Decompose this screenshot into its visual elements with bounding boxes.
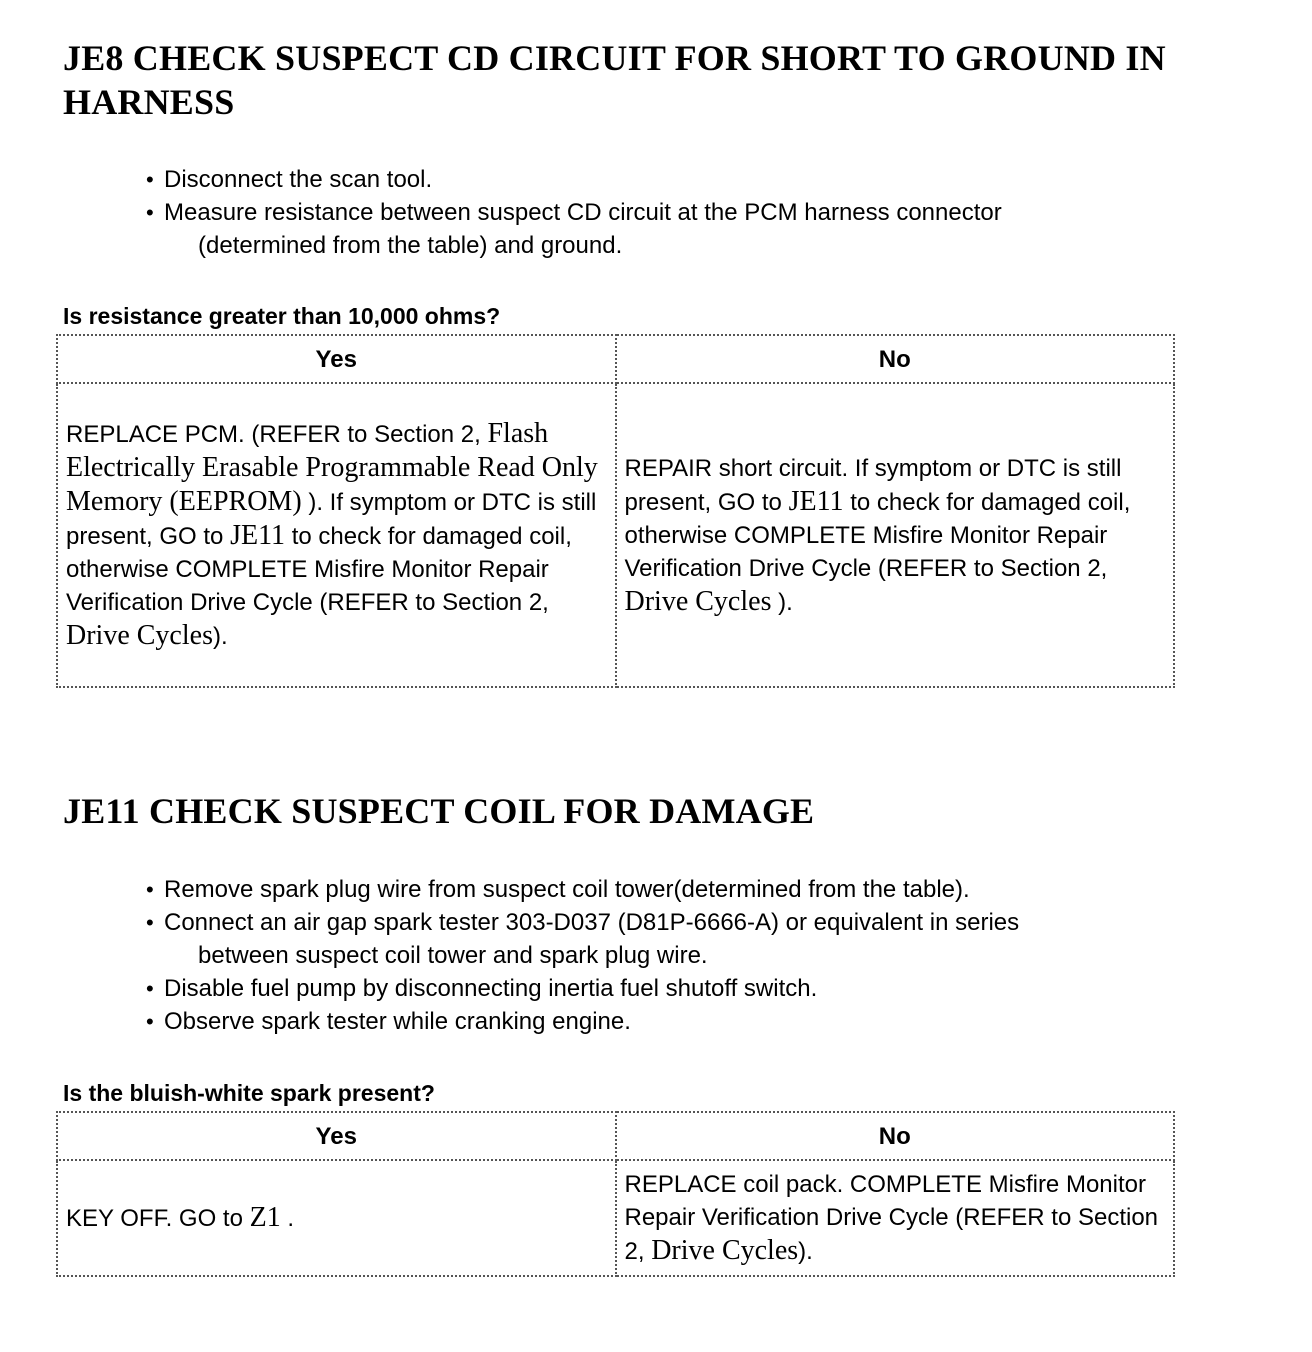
list-item [146,163,1186,196]
bullet-icon: • [146,877,154,902]
yes-header: Yes [57,1112,616,1160]
list-item [146,1005,1186,1038]
drive-cycles-link[interactable]: Drive Cycles [66,620,213,651]
cell-text: to check for damaged coil, otherwise COMPLETE Misfire Monitor Repair Verification Drive Cycle (REFER to Section 2, [624,488,1131,582]
bullet-icon: • [146,910,154,935]
step-text: Observe spark tester while cranking engine. [164,1008,631,1035]
yes-cell [57,1160,616,1276]
table-header-row [57,1112,1174,1160]
section-title-je11: JE11 CHECK SUSPECT COIL FOR DAMAGE [63,791,815,831]
table-row [57,383,1174,687]
decision-table-je8 [56,334,1175,688]
cell-text: ). [798,1238,813,1265]
cell-text: ). [212,623,228,650]
step-text-continuation: between suspect coil tower and spark plug wire. [198,942,708,969]
yes-header: Yes [57,335,616,383]
list-item [146,906,1186,972]
step-text: Connect an air gap spark tester 303-D037 (D81P-6666-A) or equivalent in series [164,909,1020,936]
no-header: No [616,335,1175,383]
je11-link[interactable]: JE11 [230,520,286,551]
table-row [57,1160,1174,1276]
step-text: Measure resistance between suspect CD circuit at the PCM harness connector [164,199,1002,226]
no-cell [616,383,1175,687]
cell-text: to check for damaged coil, otherwise COMPLETE Misfire Monitor Repair Verification Drive Cycle (REFER to Section 2, [66,523,572,616]
step-list-je8 [146,163,1186,262]
decision-table-je11 [56,1111,1175,1277]
step-text: Disconnect the scan tool. [164,166,433,193]
drive-cycles-link[interactable]: Drive Cycles [651,1235,799,1266]
list-item [146,972,1186,1005]
cell-text: REPLACE coil pack. COMPLETE Misfire Monitor Repair Verification Drive Cycle (REFER to Section 2, [624,1171,1159,1265]
list-item [146,873,1186,906]
cell-text: ). [778,588,793,616]
step-text: Disable fuel pump by disconnecting inertia fuel shutoff switch. [164,975,818,1002]
table-header-row [57,335,1174,383]
cell-text: REPLACE PCM. (REFER to Section 2, [66,421,481,448]
cell-text: . [287,1205,295,1232]
section-title-je8: JE8 CHECK SUSPECT CD CIRCUIT FOR SHORT TO GROUND IN HARNESS [63,38,1166,122]
eeprom-link[interactable]: Flash Electrically Erasable Programmable Read Only Memory (EEPROM) [66,418,598,517]
drive-cycles-link[interactable]: Drive Cycles [624,585,772,617]
z1-link[interactable]: Z1 [249,1202,281,1233]
step-text-continuation: (determined from the table) and ground. [198,232,623,259]
bullet-icon: • [146,167,154,192]
cell-text: ). If symptom or DTC is still present, GO to [66,489,597,550]
yes-cell [57,383,616,687]
cell-text: REPAIR short circuit. If symptom or DTC is still present, GO to [624,454,1122,516]
bullet-icon: • [146,1009,154,1034]
question-je8: Is resistance greater than 10,000 ohms? [63,303,501,329]
cell-text: KEY OFF. GO to [66,1205,243,1232]
step-list-je11 [146,873,1186,1038]
je11-link[interactable]: JE11 [788,485,844,517]
bullet-icon: • [146,200,154,225]
question-je11: Is the bluish-white spark present? [63,1080,435,1106]
no-header: No [616,1112,1175,1160]
bullet-icon: • [146,976,154,1001]
no-cell [616,1160,1175,1276]
list-item [146,196,1186,262]
step-text: Remove spark plug wire from suspect coil tower(determined from the table). [164,876,970,903]
